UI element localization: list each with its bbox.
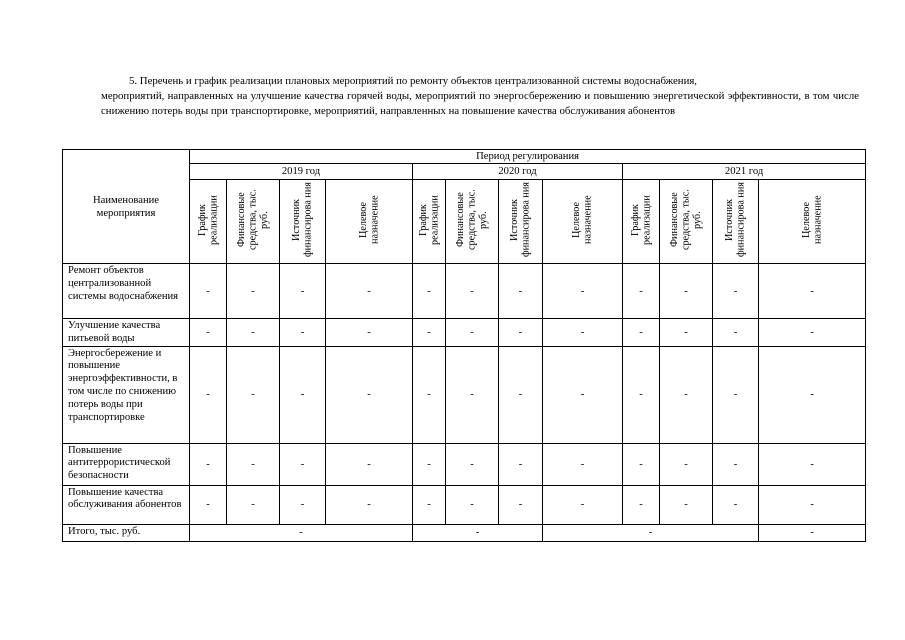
- subcolumn-header-label: График реализации: [629, 195, 652, 245]
- cell-value: -: [326, 443, 413, 485]
- cell-value: -: [446, 485, 499, 524]
- subcolumn-header: [326, 180, 413, 264]
- cell-value: -: [227, 264, 280, 319]
- cell-value: -: [413, 319, 446, 347]
- cell-value: -: [280, 485, 326, 524]
- cell-value: -: [413, 443, 446, 485]
- table-row: [63, 485, 866, 524]
- cell-value: -: [623, 319, 660, 347]
- subcolumn-header-label: График реализации: [196, 195, 219, 245]
- cell-value: -: [446, 346, 499, 443]
- plan-table: [62, 149, 866, 542]
- total-value: -: [190, 524, 413, 541]
- cell-value: -: [543, 443, 623, 485]
- subcolumn-header: [227, 180, 280, 264]
- row-name: Ремонт объектов централизованной системы водоснабжения: [63, 264, 190, 319]
- cell-value: -: [190, 264, 227, 319]
- total-value: -: [759, 524, 866, 541]
- row-name: Энергосбережение и повышение энергоэффективности, в том числе по снижению потерь воды при транспортировке: [63, 346, 190, 443]
- cell-value: -: [413, 264, 446, 319]
- cell-value: -: [660, 346, 713, 443]
- cell-value: -: [446, 443, 499, 485]
- cell-value: -: [499, 346, 543, 443]
- cell-value: -: [543, 485, 623, 524]
- subcolumn-header-label: Целевое назначение: [571, 195, 594, 245]
- subcolumn-header: [190, 180, 227, 264]
- cell-value: -: [759, 443, 866, 485]
- subcolumn-header: [499, 180, 543, 264]
- cell-value: -: [759, 319, 866, 347]
- intro-paragraph: [101, 74, 859, 119]
- subcolumn-header: [446, 180, 499, 264]
- cell-value: -: [227, 485, 280, 524]
- cell-value: -: [759, 346, 866, 443]
- subcolumn-header-label: Целевое назначение: [800, 195, 824, 245]
- cell-value: -: [280, 264, 326, 319]
- year-header: 2021 год: [623, 164, 866, 180]
- year-header: 2019 год: [190, 164, 413, 180]
- row-name: Повышение антитеррористической безопасности: [63, 443, 190, 485]
- cell-value: -: [413, 485, 446, 524]
- cell-value: -: [413, 346, 446, 443]
- cell-value: -: [543, 346, 623, 443]
- cell-value: -: [326, 319, 413, 347]
- cell-value: -: [713, 485, 759, 524]
- cell-value: -: [713, 346, 759, 443]
- cell-value: -: [190, 346, 227, 443]
- intro-rest: мероприятий, направленных на улучшение качества горячей воды, мероприятий по энергосбережению и повышению энергетической эффективности, в том числе снижению потерь воды при транспортировке, мероприятий, направленных на повышение качества обслуживания абонентов: [101, 90, 859, 117]
- subcolumn-header-label: Финансовые средства, тыс. руб.: [235, 189, 270, 251]
- subcolumn-header: [660, 180, 713, 264]
- cell-value: -: [326, 346, 413, 443]
- cell-value: -: [190, 319, 227, 347]
- subcolumn-header-label: Целевое назначение: [357, 195, 380, 245]
- subcolumn-header-label: Источник финансирова ния: [509, 182, 532, 258]
- subcolumn-header: [759, 180, 866, 264]
- row-name: Повышение качества обслуживания абонентов: [63, 485, 190, 524]
- cell-value: -: [190, 485, 227, 524]
- cell-value: -: [623, 443, 660, 485]
- cell-value: -: [499, 264, 543, 319]
- cell-value: -: [227, 443, 280, 485]
- total-value: -: [413, 524, 543, 541]
- cell-value: -: [713, 264, 759, 319]
- table-row: [63, 346, 866, 443]
- cell-value: -: [660, 485, 713, 524]
- subcolumn-header: [280, 180, 326, 264]
- row-name: Улучшение качества питьевой воды: [63, 319, 190, 347]
- cell-value: -: [499, 485, 543, 524]
- cell-value: -: [227, 346, 280, 443]
- cell-value: -: [326, 485, 413, 524]
- cell-value: -: [280, 443, 326, 485]
- cell-value: -: [446, 319, 499, 347]
- cell-value: -: [759, 264, 866, 319]
- subcolumn-header-label: Финансовые средства, тыс. руб.: [454, 189, 489, 251]
- table-row: [63, 319, 866, 347]
- subcolumn-header: [623, 180, 660, 264]
- year-header: 2020 год: [413, 164, 623, 180]
- cell-value: -: [713, 319, 759, 347]
- cell-value: -: [446, 264, 499, 319]
- total-label: Итого, тыс. руб.: [63, 524, 190, 541]
- cell-value: -: [543, 264, 623, 319]
- cell-value: -: [623, 346, 660, 443]
- table-row: [63, 264, 866, 319]
- subcolumn-header: [543, 180, 623, 264]
- cell-value: -: [190, 443, 227, 485]
- subcolumn-header: [713, 180, 759, 264]
- cell-value: -: [713, 443, 759, 485]
- table-row: [63, 443, 866, 485]
- name-column-header: Наименование мероприятия: [63, 150, 190, 264]
- cell-value: -: [660, 319, 713, 347]
- total-value: -: [543, 524, 759, 541]
- cell-value: -: [623, 264, 660, 319]
- cell-value: -: [499, 443, 543, 485]
- cell-value: -: [623, 485, 660, 524]
- cell-value: -: [227, 319, 280, 347]
- cell-value: -: [543, 319, 623, 347]
- subcolumn-header: [413, 180, 446, 264]
- subcolumn-header-label: Финансовые средства, тыс. руб.: [668, 189, 703, 251]
- subcolumn-header-label: Источник финансирова ния: [724, 182, 747, 258]
- subcolumn-header-label: График реализации: [417, 195, 440, 245]
- intro-first-line: 5. Перечень и график реализации плановых мероприятий по ремонту объектов централизованной системы водоснабжения,: [129, 75, 698, 87]
- subcolumn-header-label: Источник финансирова ния: [291, 182, 314, 258]
- cell-value: -: [759, 485, 866, 524]
- cell-value: -: [499, 319, 543, 347]
- cell-value: -: [326, 264, 413, 319]
- cell-value: -: [660, 443, 713, 485]
- cell-value: -: [280, 319, 326, 347]
- period-header: Период регулирования: [190, 150, 866, 164]
- cell-value: -: [280, 346, 326, 443]
- cell-value: -: [660, 264, 713, 319]
